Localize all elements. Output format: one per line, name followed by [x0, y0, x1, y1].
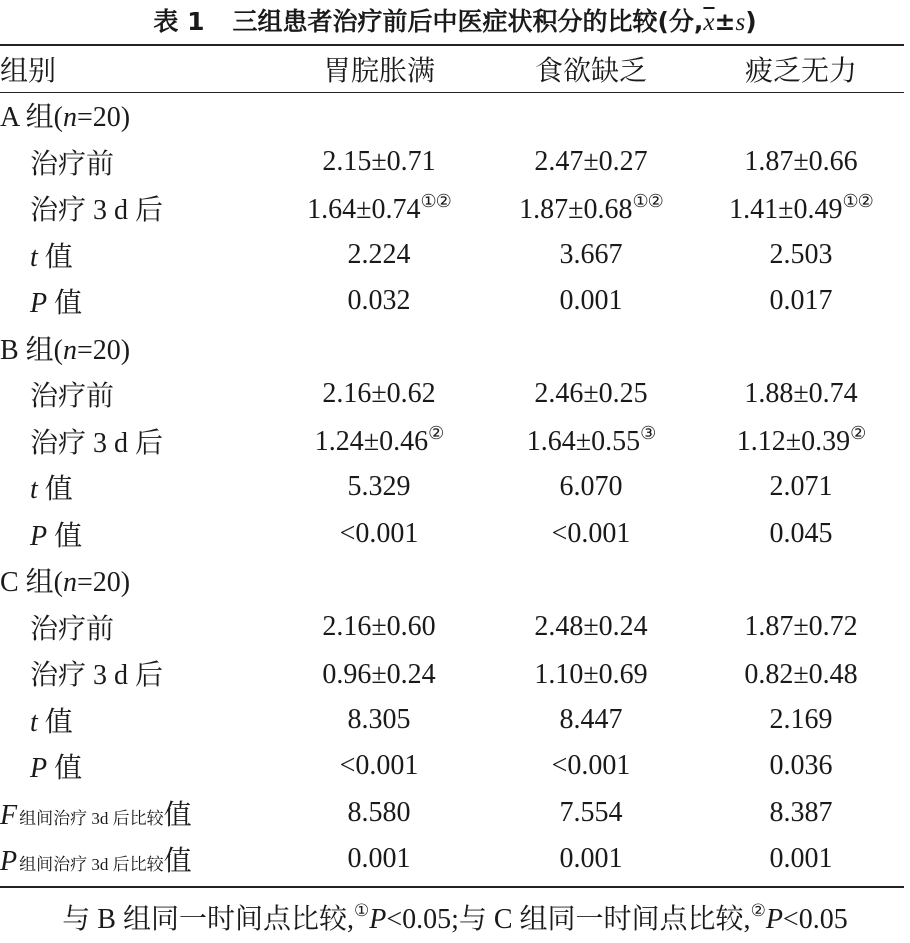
group-a-row [0, 92, 904, 139]
table-number: 表 1 [153, 7, 205, 36]
table-row: 治疗前 2.15±0.71 2.47±0.27 1.87±0.66 [30, 145, 858, 180]
table-row: t 值 8.305 8.447 2.169 [30, 703, 833, 738]
header-col-3: 疲乏无力 [744, 56, 857, 87]
table-row: 治疗前 2.16±0.62 2.46±0.25 1.88±0.74 [30, 378, 858, 413]
group-a-label: A 组(n=20) [0, 102, 131, 134]
p-value-row: P 组间治疗 3d 后比较值 0.001 0.001 0.001 [0, 843, 833, 878]
score-comparison-table [0, 46, 904, 883]
header-col-2: 食欲缺乏 [534, 56, 647, 87]
mean-symbol: $\overline{x}$ [703, 9, 715, 36]
table-caption: 三组患者治疗前后中医症状积分的比较(分, [232, 7, 704, 36]
table-title [0, 4, 910, 40]
sd-symbol: s [735, 9, 746, 36]
table-row: P 值 <0.001 <0.001 0.036 [30, 750, 833, 785]
table-row: 治疗 3 d 后 0.96±0.24 1.10±0.69 0.82±0.48 [30, 658, 858, 692]
table-footnote: 与 B 组同一时间点比较,①P<0.05;与 C 组同一时间点比较,②P<0.05 [62, 901, 848, 935]
group-b-label: B 组(n=20) [0, 334, 131, 366]
header-col-1: 胃脘胀满 [322, 56, 435, 87]
table-row: 治疗 3 d 后 1.24±0.46② 1.64±0.55③ 1.12±0.39② [30, 423, 866, 459]
table-row: P 值 0.032 0.001 0.017 [30, 285, 833, 320]
group-c-label: C 组(n=20) [0, 567, 131, 599]
f-value-row: F 组间治疗 3d 后比较值 8.580 7.554 8.387 [0, 796, 833, 831]
table-row: t 值 2.224 3.667 2.503 [30, 238, 833, 273]
header-row [0, 46, 904, 92]
table-row: P 值 <0.001 <0.001 0.045 [30, 517, 833, 552]
group-c-row [0, 557, 904, 604]
plus-minus-symbol: ± [714, 7, 736, 36]
header-group: 组别 [0, 56, 57, 87]
title-close-paren: ) [745, 7, 757, 36]
table-row: t 值 5.329 6.070 2.071 [30, 471, 833, 506]
table-row: 治疗前 2.16±0.60 2.48±0.24 1.87±0.72 [30, 610, 858, 645]
group-b-row [0, 325, 904, 372]
table-row: 治疗 3 d 后 1.64±0.74①② 1.87±0.68①② 1.41±0.49①② [30, 190, 873, 227]
